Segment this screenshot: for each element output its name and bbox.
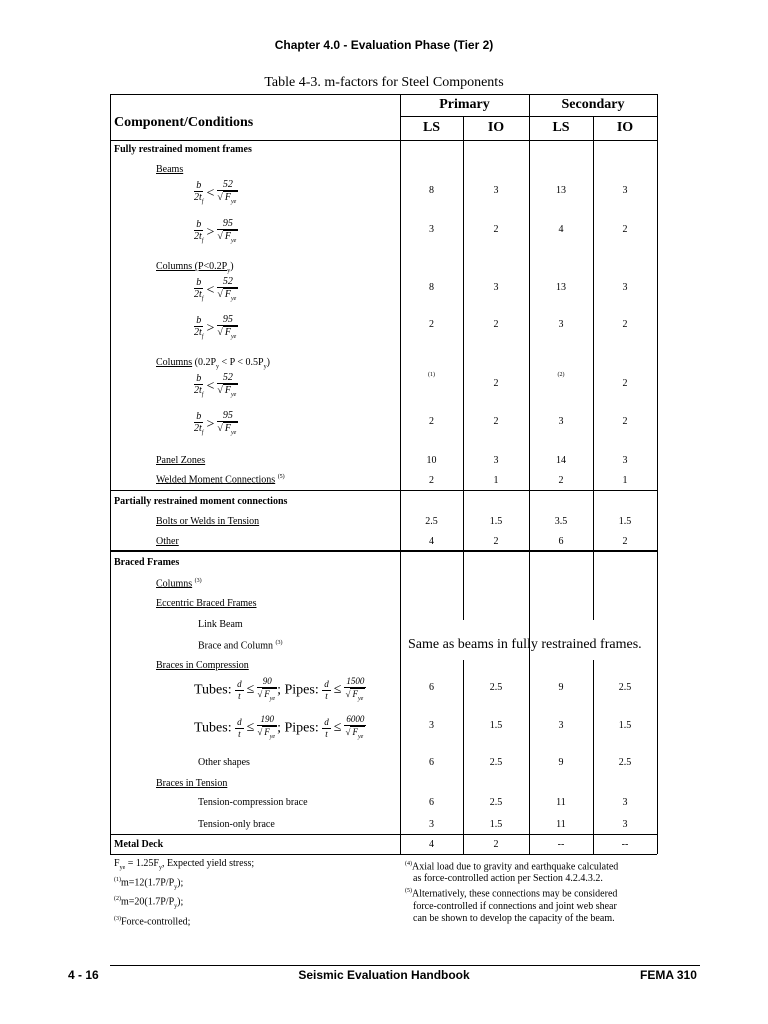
cell-secondary-io: 3 bbox=[622, 819, 628, 830]
cell-primary-io: 2 bbox=[493, 224, 499, 235]
beam-ratio-lt-52: $\frac{b}{2t_f}$ < $\frac{52}{√ F_{ye}}$ bbox=[194, 179, 238, 208]
cell-primary-io: 2 bbox=[493, 378, 499, 389]
label-panel-zones: Panel Zones bbox=[156, 455, 206, 466]
cell-secondary-ls: 13 bbox=[556, 282, 566, 293]
table-border-left bbox=[110, 94, 111, 854]
table-caption: Table 4-3. m-factors for Steel Components bbox=[264, 75, 504, 90]
label-other: Other bbox=[156, 536, 179, 547]
column-low-ratio-gt-95: $\frac{b}{2t_f}$ > $\frac{95}{√ F_{ye}}$ bbox=[194, 314, 238, 343]
cell-secondary-io: 3 bbox=[622, 797, 628, 808]
footnote-5-cont-2: can be shown to develop the capacity of the beam. bbox=[413, 912, 615, 924]
cell-secondary-io: 2 bbox=[622, 224, 628, 235]
cell-secondary-io: 3 bbox=[622, 455, 628, 466]
cell-secondary-ls: 6 bbox=[558, 536, 564, 547]
cell-primary-ls: 6 bbox=[429, 682, 434, 693]
footnotes-right bbox=[405, 858, 618, 925]
cell-secondary-io: -- bbox=[621, 839, 629, 850]
cell-secondary-ls: 4 bbox=[558, 224, 564, 235]
section-divider-2 bbox=[110, 550, 657, 552]
cell-secondary-io: 3 bbox=[622, 185, 628, 196]
footnote-5: $^{(5)}$Alternatively, these connections may be considered bbox=[405, 888, 618, 900]
footer-rule bbox=[110, 965, 700, 966]
cell-primary-io: 2.5 bbox=[489, 757, 503, 768]
label-welded-moment: Welded Moment Connections $^{(5)}$ bbox=[156, 474, 285, 486]
cell-primary-ls: 3 bbox=[429, 819, 434, 830]
cell-secondary-io: 2 bbox=[622, 378, 628, 389]
label-tension-compression: Tension-compression brace bbox=[198, 797, 308, 808]
cell-secondary-io: 2 bbox=[622, 319, 628, 330]
label-brace-column: Brace and Column $^{(3)}$ bbox=[198, 640, 283, 652]
cell-primary-io: 1.5 bbox=[489, 720, 503, 731]
cell-secondary-ls: 3 bbox=[558, 720, 564, 731]
cell-secondary-ls: 11 bbox=[556, 797, 566, 808]
footer-doc-id: FEMA 310 bbox=[640, 968, 697, 982]
cell-primary-ls: 4 bbox=[429, 839, 434, 850]
column-low-ratio-lt-52: $\frac{b}{2t_f}$ < $\frac{52}{√ F_{ye}}$ bbox=[194, 276, 238, 305]
tubes-pipes-ratio-1: Tubes: $\frac{d}{t}$ ≤ $\frac{90}{√ F_{ye}}$ ; Pipes: $\frac{d}{t}$ ≤ $\frac{1500}{√ F_{ye}}$ bbox=[194, 676, 366, 705]
cell-secondary-ls: 3 bbox=[558, 319, 564, 330]
cell-secondary-ls: 9 bbox=[558, 682, 564, 693]
footnote-fye: $F_{ye} = 1.25F_y$, Expected yield stress; bbox=[114, 858, 255, 871]
cell-secondary-ls: 14 bbox=[556, 455, 566, 466]
label-bolts-welds: Bolts or Welds in Tension bbox=[156, 516, 260, 527]
cell-primary-io: 2 bbox=[493, 839, 499, 850]
column-mid-ratio-lt-52: $\frac{b}{2t_f}$ < $\frac{52}{√ F_{ye}}$ bbox=[194, 372, 238, 401]
footnote-4: $^{(4)}$Axial load due to gravity and earthquake calculated bbox=[405, 861, 619, 873]
section-braced-frames: Braced Frames bbox=[114, 557, 180, 568]
label-braces-compression: Braces in Compression bbox=[156, 660, 249, 671]
cell-primary-io: 1.5 bbox=[489, 819, 503, 830]
tubes-pipes-ratio-2: Tubes: $\frac{d}{t}$ ≤ $\frac{190}{√ F_{ye}}$ ; Pipes: $\frac{d}{t}$ ≤ $\frac{6000}{√ F_{ye}}$ bbox=[194, 714, 366, 743]
cell-primary-ls: 2 bbox=[429, 475, 434, 486]
cell-primary-ls: 3 bbox=[429, 720, 434, 731]
cell-primary-io: 3 bbox=[493, 282, 499, 293]
cell-secondary-io: 2 bbox=[622, 416, 628, 427]
cell-primary-ls: 10 bbox=[426, 455, 437, 466]
cell-primary-ls: 3 bbox=[429, 224, 434, 235]
page-number: 4 - 16 bbox=[68, 968, 99, 982]
section-partially-restrained: Partially restrained moment connections bbox=[114, 496, 288, 507]
header-primary-ls: LS bbox=[422, 120, 441, 135]
footnote-3: $^{(3)}$Force-controlled; bbox=[114, 915, 191, 927]
cell-secondary-ls: (2) bbox=[557, 372, 565, 378]
footnote-5-cont-1: force-controlled if connections and joint web shear bbox=[413, 900, 617, 912]
cell-primary-io: 2 bbox=[493, 536, 499, 547]
m-factor-table bbox=[110, 94, 657, 854]
header-primary: Primary bbox=[439, 97, 490, 112]
label-beams: Beams bbox=[156, 164, 184, 175]
cell-secondary-io: 3 bbox=[622, 282, 628, 293]
cell-secondary-io: 1 bbox=[622, 475, 628, 486]
header-component: Component/Conditions bbox=[114, 115, 254, 130]
column-mid-ratio-gt-95: $\frac{b}{2t_f}$ > $\frac{95}{√ F_{ye}}$ bbox=[194, 410, 238, 439]
cell-primary-ls: 2.5 bbox=[425, 516, 438, 527]
cell-primary-ls: 6 bbox=[429, 797, 434, 808]
cell-primary-io: 3 bbox=[493, 185, 499, 196]
label-braces-tension: Braces in Tension bbox=[156, 778, 228, 789]
cell-secondary-ls: 11 bbox=[556, 819, 566, 830]
label-link-beam: Link Beam bbox=[198, 619, 243, 630]
header-secondary-io: IO bbox=[616, 120, 634, 135]
chapter-header: Chapter 4.0 - Evaluation Phase (Tier 2) bbox=[274, 38, 494, 52]
cell-primary-ls: 8 bbox=[429, 185, 434, 196]
section-divider-3 bbox=[110, 834, 657, 835]
cell-primary-io: 2 bbox=[493, 319, 499, 330]
col-divider-3 bbox=[529, 94, 530, 854]
cell-secondary-ls: -- bbox=[557, 839, 565, 850]
footnotes-left bbox=[114, 858, 254, 928]
cell-secondary-ls: 3.5 bbox=[554, 516, 568, 527]
cell-primary-io: 2 bbox=[493, 416, 499, 427]
footnote-1: $^{(1)}m=12(1.7P/P_y)$; bbox=[114, 877, 184, 891]
cell-primary-ls: 4 bbox=[429, 536, 434, 547]
header-secondary-ls: LS bbox=[552, 120, 570, 135]
table-border-top bbox=[110, 94, 657, 95]
cell-primary-ls: (1) bbox=[428, 372, 435, 378]
cell-secondary-io: 1.5 bbox=[618, 516, 632, 527]
table-border-right bbox=[657, 94, 658, 854]
footer-title: Seismic Evaluation Handbook bbox=[298, 968, 470, 982]
table-border-bottom bbox=[110, 854, 657, 855]
col-divider-1 bbox=[400, 94, 401, 854]
footnote-2: $^{(2)}m=20(1.7P/P_y)$; bbox=[114, 896, 184, 910]
label-tension-only: Tension-only brace bbox=[198, 819, 275, 830]
cell-primary-io: 2.5 bbox=[489, 797, 503, 808]
cell-primary-io: 1 bbox=[493, 475, 499, 486]
cell-secondary-ls: 3 bbox=[558, 416, 564, 427]
header-bottom-rule bbox=[110, 140, 657, 141]
cell-primary-ls: 6 bbox=[429, 757, 434, 768]
label-other-shapes: Other shapes bbox=[198, 757, 250, 768]
section-divider-1 bbox=[110, 490, 657, 491]
beam-ratio-gt-95: $\frac{b}{2t_f}$ > $\frac{95}{√ F_{ye}}$ bbox=[194, 218, 238, 247]
header-secondary: Secondary bbox=[561, 97, 625, 112]
label-columns-low: Columns $(P<0.2P_y)$ bbox=[156, 261, 234, 274]
cell-primary-io: 2.5 bbox=[489, 682, 503, 693]
footnote-4-cont: as force-controlled action per Section 4.2.4.3.2. bbox=[413, 873, 603, 885]
label-eccentric-braced: Eccentric Braced Frames bbox=[156, 598, 257, 609]
same-as-beams-note: Same as beams in fully restrained frames. bbox=[408, 637, 642, 652]
cell-secondary-ls: 2 bbox=[558, 475, 564, 486]
label-columns-braced: Columns $^{(3)}$ bbox=[156, 578, 202, 590]
label-columns-mid: Columns $(0.2P_y < P < 0.5P_y)$ bbox=[156, 357, 270, 370]
cell-secondary-io: 2.5 bbox=[618, 682, 632, 693]
cell-primary-ls: 8 bbox=[429, 282, 434, 293]
cell-primary-io: 1.5 bbox=[489, 516, 503, 527]
cell-secondary-ls: 13 bbox=[556, 185, 566, 196]
header-primary-io: IO bbox=[487, 120, 505, 135]
section-metal-deck: Metal Deck bbox=[114, 839, 164, 850]
cell-primary-io: 3 bbox=[493, 455, 499, 466]
cell-secondary-io: 1.5 bbox=[618, 720, 632, 731]
cell-primary-ls: 2 bbox=[429, 319, 434, 330]
section-fully-restrained: Fully restrained moment frames bbox=[114, 144, 252, 155]
cell-secondary-ls: 9 bbox=[558, 757, 564, 768]
cell-primary-ls: 2 bbox=[429, 416, 434, 427]
cell-secondary-io: 2.5 bbox=[618, 757, 632, 768]
cell-secondary-io: 2 bbox=[622, 536, 628, 547]
